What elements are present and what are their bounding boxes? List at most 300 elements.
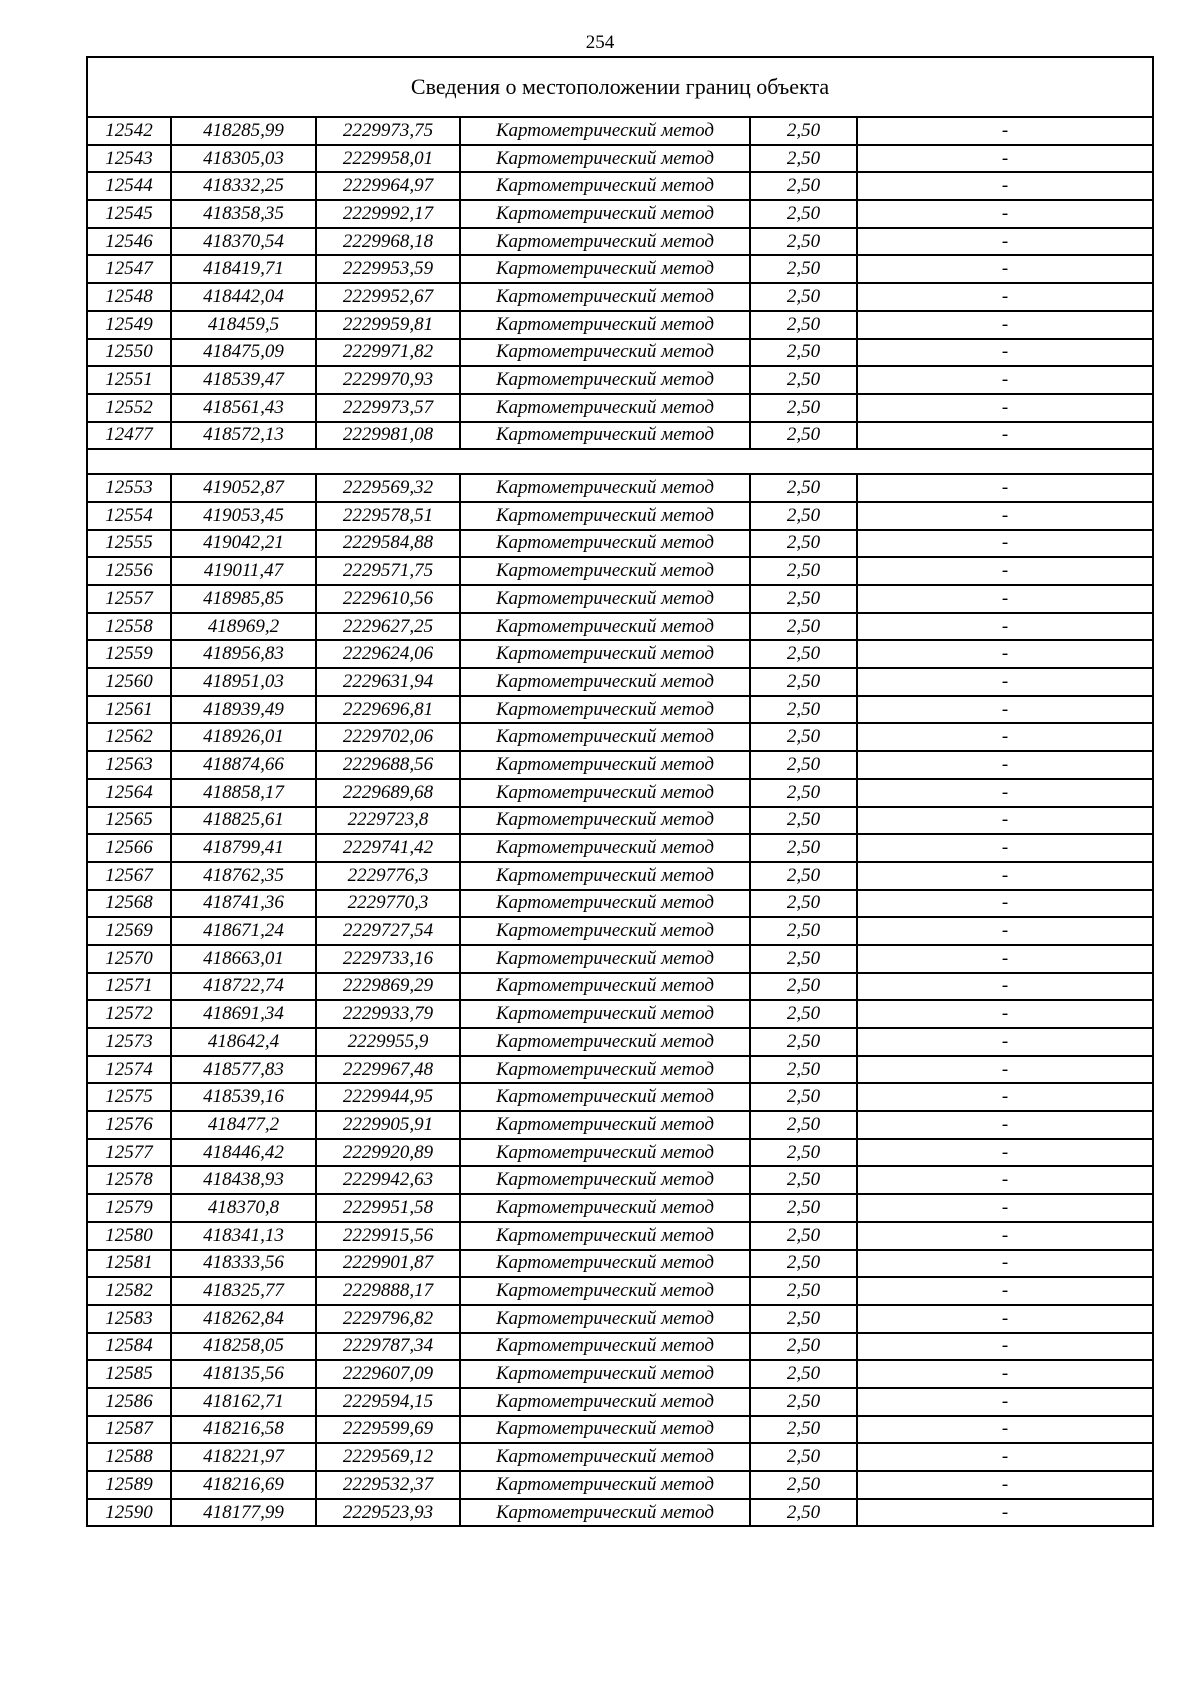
- accuracy-cell: 2,50: [750, 1305, 857, 1333]
- description-cell: -: [857, 1166, 1153, 1194]
- description-cell: -: [857, 172, 1153, 200]
- method-cell: Картометрический метод: [460, 255, 750, 283]
- method-cell: Картометрический метод: [460, 1222, 750, 1250]
- y-coordinate-cell: 2229905,91: [316, 1111, 460, 1139]
- x-coordinate-cell: 418341,13: [171, 1222, 316, 1250]
- y-coordinate-cell: 2229733,16: [316, 945, 460, 973]
- table-row: [87, 696, 1153, 724]
- point-number-cell: 12547: [87, 255, 171, 283]
- y-coordinate-cell: 2229942,63: [316, 1166, 460, 1194]
- point-number-cell: 12550: [87, 339, 171, 367]
- method-cell: Картометрический метод: [460, 751, 750, 779]
- x-coordinate-cell: 418325,77: [171, 1277, 316, 1305]
- point-number-cell: 12586: [87, 1388, 171, 1416]
- accuracy-cell: 2,50: [750, 696, 857, 724]
- method-cell: Картометрический метод: [460, 1416, 750, 1444]
- x-coordinate-cell: 418332,25: [171, 172, 316, 200]
- table-row: [87, 145, 1153, 173]
- table-row: [87, 779, 1153, 807]
- method-cell: Картометрический метод: [460, 696, 750, 724]
- description-cell: -: [857, 1056, 1153, 1084]
- table-row: [87, 1499, 1153, 1527]
- point-number-cell: 12549: [87, 311, 171, 339]
- table-row: [87, 474, 1153, 502]
- accuracy-cell: 2,50: [750, 117, 857, 145]
- x-coordinate-cell: 418221,97: [171, 1443, 316, 1471]
- table-row: [87, 1139, 1153, 1167]
- description-cell: -: [857, 1083, 1153, 1111]
- table-row: [87, 585, 1153, 613]
- description-cell: -: [857, 862, 1153, 890]
- accuracy-cell: 2,50: [750, 1250, 857, 1278]
- table-row: [87, 1277, 1153, 1305]
- y-coordinate-cell: 2229971,82: [316, 339, 460, 367]
- point-number-cell: 12590: [87, 1499, 171, 1527]
- point-number-cell: 12555: [87, 530, 171, 558]
- description-cell: -: [857, 117, 1153, 145]
- table-row: [87, 1083, 1153, 1111]
- accuracy-cell: 2,50: [750, 557, 857, 585]
- y-coordinate-cell: 2229610,56: [316, 585, 460, 613]
- point-number-cell: 12570: [87, 945, 171, 973]
- accuracy-cell: 2,50: [750, 283, 857, 311]
- method-cell: Картометрический метод: [460, 1250, 750, 1278]
- accuracy-cell: 2,50: [750, 834, 857, 862]
- y-coordinate-cell: 2229901,87: [316, 1250, 460, 1278]
- table-row: [87, 1333, 1153, 1361]
- x-coordinate-cell: 419011,47: [171, 557, 316, 585]
- method-cell: Картометрический метод: [460, 1443, 750, 1471]
- table-row: [87, 228, 1153, 256]
- y-coordinate-cell: 2229951,58: [316, 1194, 460, 1222]
- point-number-cell: 12589: [87, 1471, 171, 1499]
- table-row: [87, 1388, 1153, 1416]
- description-cell: -: [857, 1028, 1153, 1056]
- method-cell: Картометрический метод: [460, 228, 750, 256]
- table-row: [87, 1305, 1153, 1333]
- y-coordinate-cell: 2229992,17: [316, 200, 460, 228]
- description-cell: -: [857, 834, 1153, 862]
- accuracy-cell: 2,50: [750, 1443, 857, 1471]
- y-coordinate-cell: 2229958,01: [316, 145, 460, 173]
- accuracy-cell: 2,50: [750, 1222, 857, 1250]
- point-number-cell: 12580: [87, 1222, 171, 1250]
- accuracy-cell: 2,50: [750, 339, 857, 367]
- x-coordinate-cell: 418799,41: [171, 834, 316, 862]
- y-coordinate-cell: 2229631,94: [316, 668, 460, 696]
- method-cell: Картометрический метод: [460, 613, 750, 641]
- y-coordinate-cell: 2229973,75: [316, 117, 460, 145]
- y-coordinate-cell: 2229770,3: [316, 890, 460, 918]
- x-coordinate-cell: 418262,84: [171, 1305, 316, 1333]
- x-coordinate-cell: 418663,01: [171, 945, 316, 973]
- description-cell: -: [857, 228, 1153, 256]
- group-separator-row: [87, 449, 1153, 474]
- method-cell: Картометрический метод: [460, 366, 750, 394]
- y-coordinate-cell: 2229920,89: [316, 1139, 460, 1167]
- method-cell: Картометрический метод: [460, 1056, 750, 1084]
- accuracy-cell: 2,50: [750, 1000, 857, 1028]
- point-number-cell: 12588: [87, 1443, 171, 1471]
- caption-row: [87, 57, 1153, 117]
- table-row: [87, 1194, 1153, 1222]
- description-cell: -: [857, 668, 1153, 696]
- y-coordinate-cell: 2229727,54: [316, 917, 460, 945]
- x-coordinate-cell: 418177,99: [171, 1499, 316, 1527]
- accuracy-cell: 2,50: [750, 255, 857, 283]
- y-coordinate-cell: 2229944,95: [316, 1083, 460, 1111]
- x-coordinate-cell: 418459,5: [171, 311, 316, 339]
- x-coordinate-cell: 418939,49: [171, 696, 316, 724]
- description-cell: -: [857, 917, 1153, 945]
- table-row: [87, 1166, 1153, 1194]
- accuracy-cell: 2,50: [750, 751, 857, 779]
- description-cell: -: [857, 339, 1153, 367]
- method-cell: Картометрический метод: [460, 1194, 750, 1222]
- method-cell: Картометрический метод: [460, 585, 750, 613]
- table-body: [87, 57, 1153, 1526]
- x-coordinate-cell: 418762,35: [171, 862, 316, 890]
- method-cell: Картометрический метод: [460, 311, 750, 339]
- method-cell: Картометрический метод: [460, 1499, 750, 1527]
- method-cell: Картометрический метод: [460, 1083, 750, 1111]
- accuracy-cell: 2,50: [750, 668, 857, 696]
- method-cell: Картометрический метод: [460, 1166, 750, 1194]
- description-cell: -: [857, 585, 1153, 613]
- y-coordinate-cell: 2229776,3: [316, 862, 460, 890]
- x-coordinate-cell: 418539,47: [171, 366, 316, 394]
- point-number-cell: 12560: [87, 668, 171, 696]
- point-number-cell: 12546: [87, 228, 171, 256]
- method-cell: Картометрический метод: [460, 1111, 750, 1139]
- y-coordinate-cell: 2229796,82: [316, 1305, 460, 1333]
- accuracy-cell: 2,50: [750, 1277, 857, 1305]
- table-row: [87, 807, 1153, 835]
- point-number-cell: 12553: [87, 474, 171, 502]
- y-coordinate-cell: 2229702,06: [316, 723, 460, 751]
- table-row: [87, 117, 1153, 145]
- accuracy-cell: 2,50: [750, 890, 857, 918]
- x-coordinate-cell: 418305,03: [171, 145, 316, 173]
- point-number-cell: 12575: [87, 1083, 171, 1111]
- y-coordinate-cell: 2229973,57: [316, 394, 460, 422]
- accuracy-cell: 2,50: [750, 585, 857, 613]
- table-row: [87, 283, 1153, 311]
- description-cell: -: [857, 751, 1153, 779]
- point-number-cell: 12578: [87, 1166, 171, 1194]
- accuracy-cell: 2,50: [750, 1360, 857, 1388]
- accuracy-cell: 2,50: [750, 613, 857, 641]
- table-row: [87, 945, 1153, 973]
- x-coordinate-cell: 418442,04: [171, 283, 316, 311]
- accuracy-cell: 2,50: [750, 862, 857, 890]
- accuracy-cell: 2,50: [750, 1499, 857, 1527]
- description-cell: -: [857, 394, 1153, 422]
- method-cell: Картометрический метод: [460, 640, 750, 668]
- description-cell: -: [857, 366, 1153, 394]
- method-cell: Картометрический метод: [460, 917, 750, 945]
- y-coordinate-cell: 2229723,8: [316, 807, 460, 835]
- page-number: 254: [585, 32, 615, 53]
- x-coordinate-cell: 418691,34: [171, 1000, 316, 1028]
- point-number-cell: 12581: [87, 1250, 171, 1278]
- point-number-cell: 12552: [87, 394, 171, 422]
- accuracy-cell: 2,50: [750, 945, 857, 973]
- table-row: [87, 862, 1153, 890]
- accuracy-cell: 2,50: [750, 311, 857, 339]
- point-number-cell: 12562: [87, 723, 171, 751]
- point-number-cell: 12583: [87, 1305, 171, 1333]
- x-coordinate-cell: 418642,4: [171, 1028, 316, 1056]
- y-coordinate-cell: 2229696,81: [316, 696, 460, 724]
- y-coordinate-cell: 2229569,12: [316, 1443, 460, 1471]
- method-cell: Картометрический метод: [460, 890, 750, 918]
- y-coordinate-cell: 2229959,81: [316, 311, 460, 339]
- x-coordinate-cell: 418135,56: [171, 1360, 316, 1388]
- table-row: [87, 255, 1153, 283]
- x-coordinate-cell: 419042,21: [171, 530, 316, 558]
- description-cell: -: [857, 973, 1153, 1001]
- description-cell: -: [857, 1305, 1153, 1333]
- accuracy-cell: 2,50: [750, 973, 857, 1001]
- x-coordinate-cell: 418951,03: [171, 668, 316, 696]
- x-coordinate-cell: 418956,83: [171, 640, 316, 668]
- method-cell: Картометрический метод: [460, 200, 750, 228]
- x-coordinate-cell: 418258,05: [171, 1333, 316, 1361]
- description-cell: -: [857, 1443, 1153, 1471]
- table-row: [87, 1000, 1153, 1028]
- table-row: [87, 1028, 1153, 1056]
- description-cell: -: [857, 945, 1153, 973]
- x-coordinate-cell: 418985,85: [171, 585, 316, 613]
- method-cell: Картометрический метод: [460, 1139, 750, 1167]
- accuracy-cell: 2,50: [750, 1416, 857, 1444]
- x-coordinate-cell: 418477,2: [171, 1111, 316, 1139]
- table-row: [87, 1250, 1153, 1278]
- method-cell: Картометрический метод: [460, 1028, 750, 1056]
- description-cell: -: [857, 200, 1153, 228]
- description-cell: -: [857, 1277, 1153, 1305]
- method-cell: Картометрический метод: [460, 117, 750, 145]
- method-cell: Картометрический метод: [460, 1305, 750, 1333]
- x-coordinate-cell: 418874,66: [171, 751, 316, 779]
- point-number-cell: 12561: [87, 696, 171, 724]
- point-number-cell: 12572: [87, 1000, 171, 1028]
- table-row: [87, 751, 1153, 779]
- table-row: [87, 1443, 1153, 1471]
- method-cell: Картометрический метод: [460, 973, 750, 1001]
- x-coordinate-cell: 418446,42: [171, 1139, 316, 1167]
- point-number-cell: 12551: [87, 366, 171, 394]
- y-coordinate-cell: 2229968,18: [316, 228, 460, 256]
- y-coordinate-cell: 2229869,29: [316, 973, 460, 1001]
- y-coordinate-cell: 2229569,32: [316, 474, 460, 502]
- description-cell: -: [857, 1388, 1153, 1416]
- accuracy-cell: 2,50: [750, 228, 857, 256]
- accuracy-cell: 2,50: [750, 1388, 857, 1416]
- y-coordinate-cell: 2229964,97: [316, 172, 460, 200]
- point-number-cell: 12577: [87, 1139, 171, 1167]
- accuracy-cell: 2,50: [750, 807, 857, 835]
- description-cell: -: [857, 613, 1153, 641]
- point-number-cell: 12566: [87, 834, 171, 862]
- method-cell: Картометрический метод: [460, 339, 750, 367]
- method-cell: Картометрический метод: [460, 145, 750, 173]
- point-number-cell: 12569: [87, 917, 171, 945]
- description-cell: -: [857, 1360, 1153, 1388]
- table-row: [87, 973, 1153, 1001]
- table-row: [87, 668, 1153, 696]
- point-number-cell: 12571: [87, 973, 171, 1001]
- x-coordinate-cell: 418539,16: [171, 1083, 316, 1111]
- description-cell: -: [857, 1139, 1153, 1167]
- table-row: [87, 339, 1153, 367]
- point-number-cell: 12554: [87, 502, 171, 530]
- description-cell: -: [857, 422, 1153, 450]
- accuracy-cell: 2,50: [750, 723, 857, 751]
- description-cell: -: [857, 1333, 1153, 1361]
- y-coordinate-cell: 2229933,79: [316, 1000, 460, 1028]
- x-coordinate-cell: 418358,35: [171, 200, 316, 228]
- point-number-cell: 12585: [87, 1360, 171, 1388]
- accuracy-cell: 2,50: [750, 1194, 857, 1222]
- description-cell: -: [857, 696, 1153, 724]
- table-row: [87, 1360, 1153, 1388]
- accuracy-cell: 2,50: [750, 200, 857, 228]
- method-cell: Картометрический метод: [460, 1471, 750, 1499]
- x-coordinate-cell: 418741,36: [171, 890, 316, 918]
- y-coordinate-cell: 2229955,9: [316, 1028, 460, 1056]
- table-row: [87, 1471, 1153, 1499]
- x-coordinate-cell: 418162,71: [171, 1388, 316, 1416]
- y-coordinate-cell: 2229953,59: [316, 255, 460, 283]
- method-cell: Картометрический метод: [460, 557, 750, 585]
- method-cell: Картометрический метод: [460, 779, 750, 807]
- description-cell: -: [857, 1000, 1153, 1028]
- y-coordinate-cell: 2229627,25: [316, 613, 460, 641]
- method-cell: Картометрический метод: [460, 1388, 750, 1416]
- description-cell: -: [857, 474, 1153, 502]
- x-coordinate-cell: 418825,61: [171, 807, 316, 835]
- accuracy-cell: 2,50: [750, 366, 857, 394]
- point-number-cell: 12573: [87, 1028, 171, 1056]
- accuracy-cell: 2,50: [750, 394, 857, 422]
- method-cell: Картометрический метод: [460, 807, 750, 835]
- y-coordinate-cell: 2229584,88: [316, 530, 460, 558]
- description-cell: -: [857, 255, 1153, 283]
- point-number-cell: 12548: [87, 283, 171, 311]
- point-number-cell: 12543: [87, 145, 171, 173]
- accuracy-cell: 2,50: [750, 1028, 857, 1056]
- group-separator-cell: [87, 449, 1153, 474]
- accuracy-cell: 2,50: [750, 1139, 857, 1167]
- description-cell: -: [857, 557, 1153, 585]
- accuracy-cell: 2,50: [750, 1333, 857, 1361]
- point-number-cell: 12564: [87, 779, 171, 807]
- description-cell: -: [857, 779, 1153, 807]
- description-cell: -: [857, 1111, 1153, 1139]
- accuracy-cell: 2,50: [750, 1111, 857, 1139]
- x-coordinate-cell: 419053,45: [171, 502, 316, 530]
- y-coordinate-cell: 2229688,56: [316, 751, 460, 779]
- x-coordinate-cell: 418216,58: [171, 1416, 316, 1444]
- x-coordinate-cell: 418370,54: [171, 228, 316, 256]
- point-number-cell: 12542: [87, 117, 171, 145]
- table-row: [87, 613, 1153, 641]
- table-row: [87, 557, 1153, 585]
- y-coordinate-cell: 2229599,69: [316, 1416, 460, 1444]
- x-coordinate-cell: 418438,93: [171, 1166, 316, 1194]
- description-cell: -: [857, 807, 1153, 835]
- method-cell: Картометрический метод: [460, 1277, 750, 1305]
- method-cell: Картометрический метод: [460, 530, 750, 558]
- point-number-cell: 12567: [87, 862, 171, 890]
- accuracy-cell: 2,50: [750, 1083, 857, 1111]
- accuracy-cell: 2,50: [750, 640, 857, 668]
- table-row: [87, 422, 1153, 450]
- table-row: [87, 502, 1153, 530]
- method-cell: Картометрический метод: [460, 172, 750, 200]
- accuracy-cell: 2,50: [750, 1056, 857, 1084]
- y-coordinate-cell: 2229523,93: [316, 1499, 460, 1527]
- method-cell: Картометрический метод: [460, 422, 750, 450]
- description-cell: -: [857, 1499, 1153, 1527]
- description-cell: -: [857, 502, 1153, 530]
- description-cell: -: [857, 723, 1153, 751]
- description-cell: -: [857, 530, 1153, 558]
- method-cell: Картометрический метод: [460, 474, 750, 502]
- y-coordinate-cell: 2229787,34: [316, 1333, 460, 1361]
- point-number-cell: 12579: [87, 1194, 171, 1222]
- description-cell: -: [857, 890, 1153, 918]
- point-number-cell: 12565: [87, 807, 171, 835]
- point-number-cell: 12576: [87, 1111, 171, 1139]
- table-caption: Сведения о местоположении границ объекта: [87, 57, 1153, 117]
- x-coordinate-cell: 418333,56: [171, 1250, 316, 1278]
- description-cell: -: [857, 1416, 1153, 1444]
- x-coordinate-cell: 418475,09: [171, 339, 316, 367]
- table-row: [87, 723, 1153, 751]
- y-coordinate-cell: 2229532,37: [316, 1471, 460, 1499]
- method-cell: Картометрический метод: [460, 1333, 750, 1361]
- method-cell: Картометрический метод: [460, 945, 750, 973]
- description-cell: -: [857, 283, 1153, 311]
- method-cell: Картометрический метод: [460, 862, 750, 890]
- method-cell: Картометрический метод: [460, 723, 750, 751]
- table-row: [87, 530, 1153, 558]
- method-cell: Картометрический метод: [460, 668, 750, 696]
- accuracy-cell: 2,50: [750, 474, 857, 502]
- table-row: [87, 1056, 1153, 1084]
- point-number-cell: 12557: [87, 585, 171, 613]
- x-coordinate-cell: 418285,99: [171, 117, 316, 145]
- x-coordinate-cell: 418216,69: [171, 1471, 316, 1499]
- description-cell: -: [857, 640, 1153, 668]
- accuracy-cell: 2,50: [750, 917, 857, 945]
- x-coordinate-cell: 418419,71: [171, 255, 316, 283]
- description-cell: -: [857, 1250, 1153, 1278]
- y-coordinate-cell: 2229594,15: [316, 1388, 460, 1416]
- accuracy-cell: 2,50: [750, 1166, 857, 1194]
- description-cell: -: [857, 1194, 1153, 1222]
- y-coordinate-cell: 2229741,42: [316, 834, 460, 862]
- table-row: [87, 394, 1153, 422]
- y-coordinate-cell: 2229888,17: [316, 1277, 460, 1305]
- table-row: [87, 890, 1153, 918]
- point-number-cell: 12563: [87, 751, 171, 779]
- y-coordinate-cell: 2229571,75: [316, 557, 460, 585]
- x-coordinate-cell: 419052,87: [171, 474, 316, 502]
